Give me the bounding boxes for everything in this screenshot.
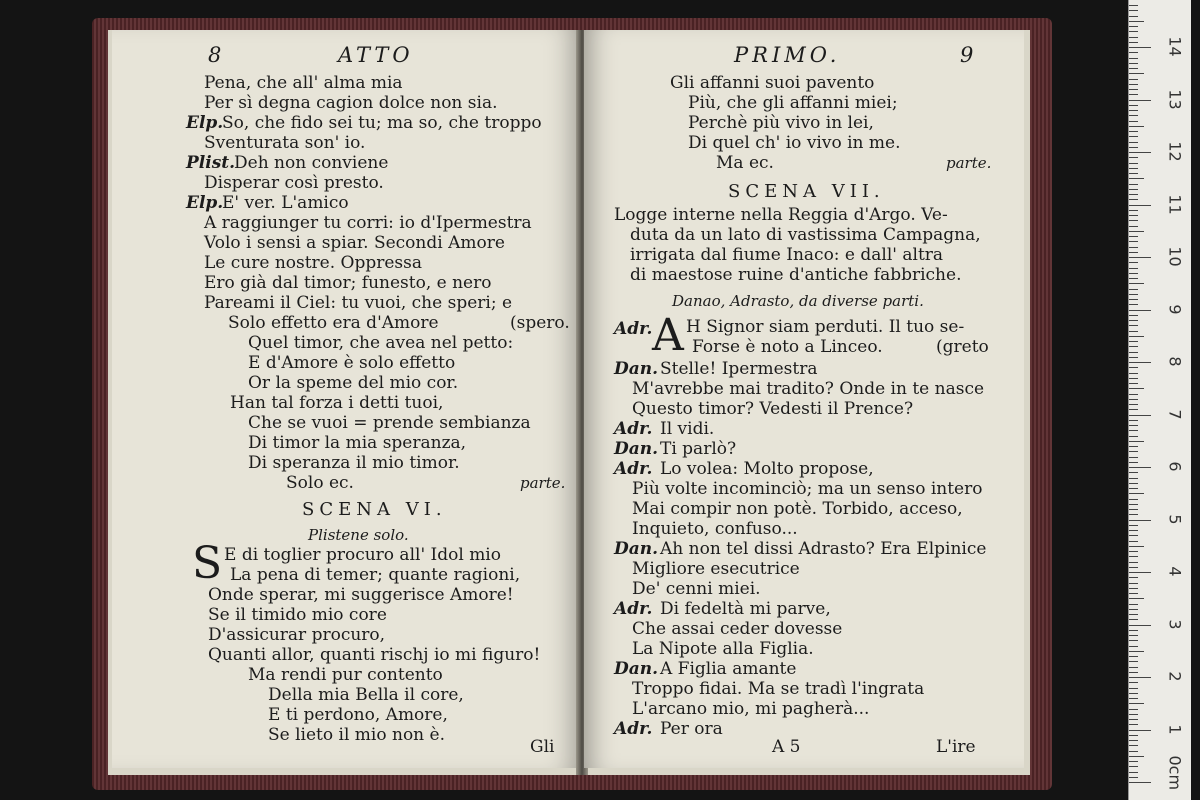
text-line: Solo effetto era d'Amore <box>228 313 439 333</box>
ruler-tick <box>1129 583 1138 584</box>
text-line: Disperar così presto. <box>204 173 384 193</box>
ruler-tick <box>1129 567 1138 568</box>
ruler-tick <box>1129 488 1138 489</box>
ruler-tick <box>1129 661 1138 662</box>
text-line: Di speranza il mio timor. <box>248 453 460 473</box>
speaker-label: Plist. <box>186 153 236 173</box>
ruler-tick <box>1129 766 1138 767</box>
ruler-tick <box>1129 772 1138 773</box>
ruler-tick <box>1129 703 1144 704</box>
ruler-number: 7 <box>1165 408 1185 420</box>
ruler-tick <box>1129 677 1151 678</box>
text-line: Solo ec. <box>286 473 354 493</box>
ruler-tick <box>1129 761 1138 762</box>
text-line: Che se vuoi = prende sembianza <box>248 413 531 433</box>
ruler-tick <box>1129 693 1138 694</box>
text-line: Più, che gli affanni miei; <box>688 93 898 113</box>
ruler-tick <box>1129 163 1138 164</box>
text-line: E di toglier procuro all' Idol mio <box>224 545 501 565</box>
text-line: Forse è noto a Linceo. <box>692 337 883 357</box>
ruler-tick <box>1129 189 1138 190</box>
ruler-tick <box>1129 21 1144 22</box>
ruler-tick <box>1129 530 1138 531</box>
ruler-tick <box>1129 719 1138 720</box>
ruler-tick <box>1129 5 1138 6</box>
ruler-tick <box>1129 740 1138 741</box>
ruler-tick <box>1129 451 1138 452</box>
ruler-tick <box>1129 152 1151 153</box>
ruler-tick <box>1129 709 1138 710</box>
character-line: Danao, Adrasto, da diverse parti. <box>672 292 924 310</box>
running-head: PRIMO. <box>734 43 841 67</box>
text-line: E ti perdono, Amore, <box>268 705 448 725</box>
ruler-tick <box>1129 614 1138 615</box>
ruler-tick <box>1129 562 1138 563</box>
ruler-tick <box>1129 331 1138 332</box>
text-line: So, che fido sei tu; ma so, che troppo <box>222 113 542 133</box>
text-line: Quanti allor, quanti rischj io mi figuro! <box>208 645 541 665</box>
text-line: di maestose ruine d'antiche fabbriche. <box>630 265 962 285</box>
ruler-tick <box>1129 131 1138 132</box>
ruler-tick <box>1129 698 1138 699</box>
ruler-tick <box>1129 556 1138 557</box>
ruler-tick <box>1129 278 1138 279</box>
text-line: Ti parlò? <box>660 439 737 459</box>
ruler-number: 3 <box>1165 618 1185 630</box>
text-line: Logge interne nella Reggia d'Argo. Ve- <box>614 205 948 225</box>
ruler-tick <box>1129 640 1138 641</box>
ruler-tick <box>1129 79 1138 80</box>
text-line: A raggiunger tu corri: io d'Ipermestra <box>204 213 532 233</box>
ruler-tick <box>1129 409 1138 410</box>
ruler-tick <box>1129 341 1138 342</box>
ruler-tick <box>1129 110 1138 111</box>
ruler-tick <box>1129 336 1144 337</box>
ruler-tick <box>1129 236 1138 237</box>
ruler-tick <box>1129 205 1151 206</box>
ruler-tick <box>1129 724 1138 725</box>
text-line: Ero già dal timor; funesto, e nero <box>204 273 492 293</box>
ruler-number: 11 <box>1165 193 1185 215</box>
ruler-tick <box>1129 735 1138 736</box>
text-line: E d'Amore è solo effetto <box>248 353 456 373</box>
ruler-tick <box>1129 577 1138 578</box>
ruler-tick <box>1129 37 1138 38</box>
ruler-tick <box>1129 383 1138 384</box>
text-line: Ah non tel dissi Adrasto? Era Elpinice <box>660 539 987 559</box>
ruler-tick <box>1129 415 1151 416</box>
ruler-number: 2 <box>1165 671 1185 682</box>
ruler-tick <box>1129 394 1138 395</box>
ruler-number: 13 <box>1165 88 1185 110</box>
ruler-tick <box>1129 457 1138 458</box>
ruler-tick <box>1129 105 1138 106</box>
ruler-tick <box>1129 478 1138 479</box>
text-line: H Signor siam perduti. Il tuo se- <box>686 317 965 337</box>
ruler-tick <box>1129 399 1138 400</box>
ruler-tick <box>1129 147 1138 148</box>
text-line: Di quel ch' io vivo in me. <box>688 133 901 153</box>
speaker-label: Elp. <box>186 193 224 213</box>
text-line: Mai compir non potè. Torbido, acceso, <box>632 499 963 519</box>
ruler-tick <box>1129 425 1138 426</box>
ruler-tick <box>1129 782 1151 783</box>
catchword: Gli <box>530 737 555 757</box>
ruler-tick <box>1129 100 1151 101</box>
text-line: Le cure nostre. Oppressa <box>204 253 423 273</box>
running-head: ATTO <box>338 43 414 67</box>
ruler-tick <box>1129 157 1138 158</box>
text-line: Volo i sensi a spiar. Secondi Amore <box>204 233 505 253</box>
ruler-tick <box>1129 346 1138 347</box>
scene-heading: SCENA VII. <box>728 181 885 202</box>
text-line: Gli affanni suoi pavento <box>670 73 875 93</box>
text-line: Han tal forza i detti tuoi, <box>230 393 444 413</box>
right-page <box>584 30 1024 768</box>
text-line: Questo timor? Vedesti il Prence? <box>632 399 914 419</box>
ruler-tick <box>1129 210 1138 211</box>
ruler-tick <box>1129 593 1138 594</box>
ruler-tick <box>1129 304 1138 305</box>
ruler-tick <box>1129 226 1138 227</box>
text-line: duta da un lato di vastissima Campagna, <box>630 225 981 245</box>
stage-direction: parte. <box>946 154 992 172</box>
text-line: Deh non conviene <box>234 153 389 173</box>
ruler-tick <box>1129 430 1138 431</box>
ruler-tick <box>1129 441 1144 442</box>
ruler-tick <box>1129 84 1138 85</box>
ruler-tick <box>1129 667 1138 668</box>
text-line: A Figlia amante <box>660 659 797 679</box>
left-page <box>112 30 580 768</box>
ruler-tick <box>1129 173 1138 174</box>
ruler-tick <box>1129 635 1138 636</box>
ruler-tick <box>1129 651 1144 652</box>
ruler-tick <box>1129 373 1138 374</box>
text-line: Se il timido mio core <box>208 605 387 625</box>
ruler-tick <box>1129 362 1151 363</box>
ruler-tick <box>1129 252 1138 253</box>
speaker-label: Adr. <box>614 319 653 339</box>
text-line: M'avrebbe mai tradito? Onde in te nasce <box>632 379 985 399</box>
ruler-tick <box>1129 268 1138 269</box>
ruler-tick <box>1129 168 1138 169</box>
speaker-label: Adr. <box>614 719 653 739</box>
ruler-tick <box>1129 604 1138 605</box>
ruler-tick <box>1129 58 1138 59</box>
text-line: E' ver. L'amico <box>222 193 349 213</box>
ruler-tick <box>1129 756 1144 757</box>
text-line: (greto <box>936 337 989 357</box>
text-line: Che assai ceder dovesse <box>632 619 843 639</box>
ruler-number: 4 <box>1165 566 1185 577</box>
ruler-tick <box>1129 446 1138 447</box>
ruler-tick <box>1129 745 1138 746</box>
ruler-tick <box>1129 751 1138 752</box>
ruler-tick <box>1129 10 1138 11</box>
ruler-number: 10 <box>1165 246 1185 267</box>
ruler-tick <box>1129 299 1138 300</box>
ruler-tick <box>1129 404 1138 405</box>
ruler-tick <box>1129 294 1138 295</box>
speaker-label: Elp. <box>186 113 224 133</box>
ruler-tick <box>1129 184 1138 185</box>
ruler-tick <box>1129 63 1138 64</box>
drop-cap: S <box>192 538 223 589</box>
text-line: De' cenni miei. <box>632 579 761 599</box>
ruler-tick <box>1129 688 1138 689</box>
ruler-tick <box>1129 325 1138 326</box>
ruler-tick <box>1129 714 1138 715</box>
ruler-tick <box>1129 315 1138 316</box>
text-line: Di timor la mia speranza, <box>248 433 467 453</box>
speaker-label: Adr. <box>614 459 653 479</box>
text-line: Inquieto, confuso... <box>632 519 798 539</box>
ruler-tick <box>1129 31 1138 32</box>
ruler-tick <box>1129 352 1138 353</box>
ruler-tick <box>1129 310 1151 311</box>
ruler-tick <box>1129 472 1138 473</box>
ruler-tick <box>1129 572 1151 573</box>
ruler-tick <box>1129 283 1144 284</box>
speaker-label: Dan. <box>614 539 659 559</box>
text-line: Or la speme del mio cor. <box>248 373 459 393</box>
measurement-ruler <box>1128 0 1191 800</box>
text-line: Per ora <box>660 719 723 739</box>
ruler-tick <box>1129 682 1138 683</box>
text-line: Più volte incominciò; ma un senso intero <box>632 479 983 499</box>
ruler-tick <box>1129 52 1138 53</box>
ruler-number: 14 <box>1165 36 1185 57</box>
ruler-tick <box>1129 436 1138 437</box>
ruler-tick <box>1129 115 1138 116</box>
ruler-number: 9 <box>1165 303 1185 315</box>
character-line: Plistene solo. <box>308 526 409 544</box>
ruler-number: 12 <box>1165 141 1185 162</box>
speaker-label: Adr. <box>614 419 653 439</box>
ruler-tick <box>1129 730 1151 731</box>
ruler-tick <box>1129 493 1144 494</box>
ruler-tick <box>1129 367 1138 368</box>
ruler-tick <box>1129 94 1138 95</box>
text-line: Stelle! Ipermestra <box>660 359 818 379</box>
ruler-tick <box>1129 499 1138 500</box>
ruler-tick <box>1129 619 1138 620</box>
text-line: L'arcano mio, mi pagherà... <box>632 699 870 719</box>
ruler-tick <box>1129 546 1144 547</box>
text-line: Il vidi. <box>660 419 715 439</box>
text-line: Onde sperar, mi suggerisce Amore! <box>208 585 514 605</box>
ruler-tick <box>1129 68 1138 69</box>
text-line: Migliore esecutrice <box>632 559 800 579</box>
ruler-tick <box>1129 525 1138 526</box>
ruler-tick <box>1129 656 1138 657</box>
ruler-tick <box>1129 247 1138 248</box>
ruler-tick <box>1129 630 1138 631</box>
drop-cap: A <box>652 310 684 361</box>
ruler-tick <box>1129 514 1138 515</box>
ruler-tick <box>1129 509 1138 510</box>
text-line: La pena di temer; quante ragioni, <box>230 565 521 585</box>
text-line: irrigata dal fiume Inaco: e dall' altra <box>630 245 944 265</box>
ruler-tick <box>1129 142 1138 143</box>
text-line: La Nipote alla Figlia. <box>632 639 814 659</box>
ruler-tick <box>1129 320 1138 321</box>
stage-direction: parte. <box>520 474 566 492</box>
speaker-label: Adr. <box>614 599 653 619</box>
ruler-tick <box>1129 520 1151 521</box>
signature-mark: A 5 <box>772 737 801 757</box>
page-number: 8 <box>208 43 226 67</box>
ruler-tick <box>1129 289 1138 290</box>
ruler-tick <box>1129 483 1138 484</box>
text-line: Perchè più vivo in lei, <box>688 113 874 133</box>
ruler-tick <box>1129 47 1151 48</box>
ruler-tick <box>1129 777 1138 778</box>
text-line: Sventurata son' io. <box>204 133 366 153</box>
ruler-tick <box>1129 42 1138 43</box>
speaker-label: Dan. <box>614 359 659 379</box>
text-line: Se lieto il mio non è. <box>268 725 445 745</box>
ruler-tick <box>1129 609 1138 610</box>
ruler-tick <box>1129 194 1138 195</box>
speaker-label: Dan. <box>614 439 659 459</box>
scene-heading: SCENA VI. <box>302 499 447 520</box>
ruler-tick <box>1129 357 1138 358</box>
ruler-tick <box>1129 504 1138 505</box>
ruler-tick <box>1129 535 1138 536</box>
ruler-unit-label: 0cm <box>1165 755 1185 791</box>
text-line: Della mia Bella il core, <box>268 685 464 705</box>
ruler-tick <box>1129 126 1144 127</box>
text-line: Per sì degna cagion dolce non sia. <box>204 93 498 113</box>
ruler-tick <box>1129 26 1138 27</box>
ruler-tick <box>1129 541 1138 542</box>
ruler-tick <box>1129 231 1144 232</box>
ruler-number: 1 <box>1165 723 1185 735</box>
text-line: Pareami il Ciel: tu vuoi, che speri; e <box>204 293 513 313</box>
ruler-tick <box>1129 121 1138 122</box>
text-line: Pena, che all' alma mia <box>204 73 403 93</box>
ruler-tick <box>1129 598 1144 599</box>
ruler-tick <box>1129 220 1138 221</box>
ruler-tick <box>1129 625 1151 626</box>
page-number: 9 <box>960 43 978 67</box>
ruler-tick <box>1129 551 1138 552</box>
text-line: Ma rendi pur contento <box>248 665 443 685</box>
ruler-tick <box>1129 89 1138 90</box>
ruler-tick <box>1129 136 1138 137</box>
ruler-tick <box>1129 199 1138 200</box>
text-line: Ma ec. <box>716 153 774 173</box>
ruler-tick <box>1129 467 1151 468</box>
speaker-label: Dan. <box>614 659 659 679</box>
ruler-tick <box>1129 646 1138 647</box>
ruler-tick <box>1129 420 1138 421</box>
ruler-tick <box>1129 273 1138 274</box>
ruler-tick <box>1129 73 1144 74</box>
text-line: Di fedeltà mi parve, <box>660 599 831 619</box>
ruler-tick <box>1129 378 1138 379</box>
text-line: D'assicurar procuro, <box>208 625 386 645</box>
ruler-tick <box>1129 462 1138 463</box>
ruler-tick <box>1129 241 1138 242</box>
ruler-tick <box>1129 388 1144 389</box>
text-line: Quel timor, che avea nel petto: <box>248 333 514 353</box>
ruler-number: 8 <box>1165 356 1185 367</box>
ruler-tick <box>1129 215 1138 216</box>
text-line: (spero. <box>510 313 570 333</box>
ruler-number: 6 <box>1165 461 1185 472</box>
ruler-tick <box>1129 16 1138 17</box>
text-line: Troppo fidai. Ma se tradì l'ingrata <box>632 679 925 699</box>
catchword: L'ire <box>936 737 976 757</box>
ruler-number: 5 <box>1165 513 1185 525</box>
ruler-tick <box>1129 262 1138 263</box>
ruler-tick <box>1129 672 1138 673</box>
ruler-tick <box>1129 588 1138 589</box>
ruler-tick <box>1129 178 1144 179</box>
text-line: Lo volea: Molto propose, <box>660 459 874 479</box>
ruler-tick <box>1129 257 1151 258</box>
